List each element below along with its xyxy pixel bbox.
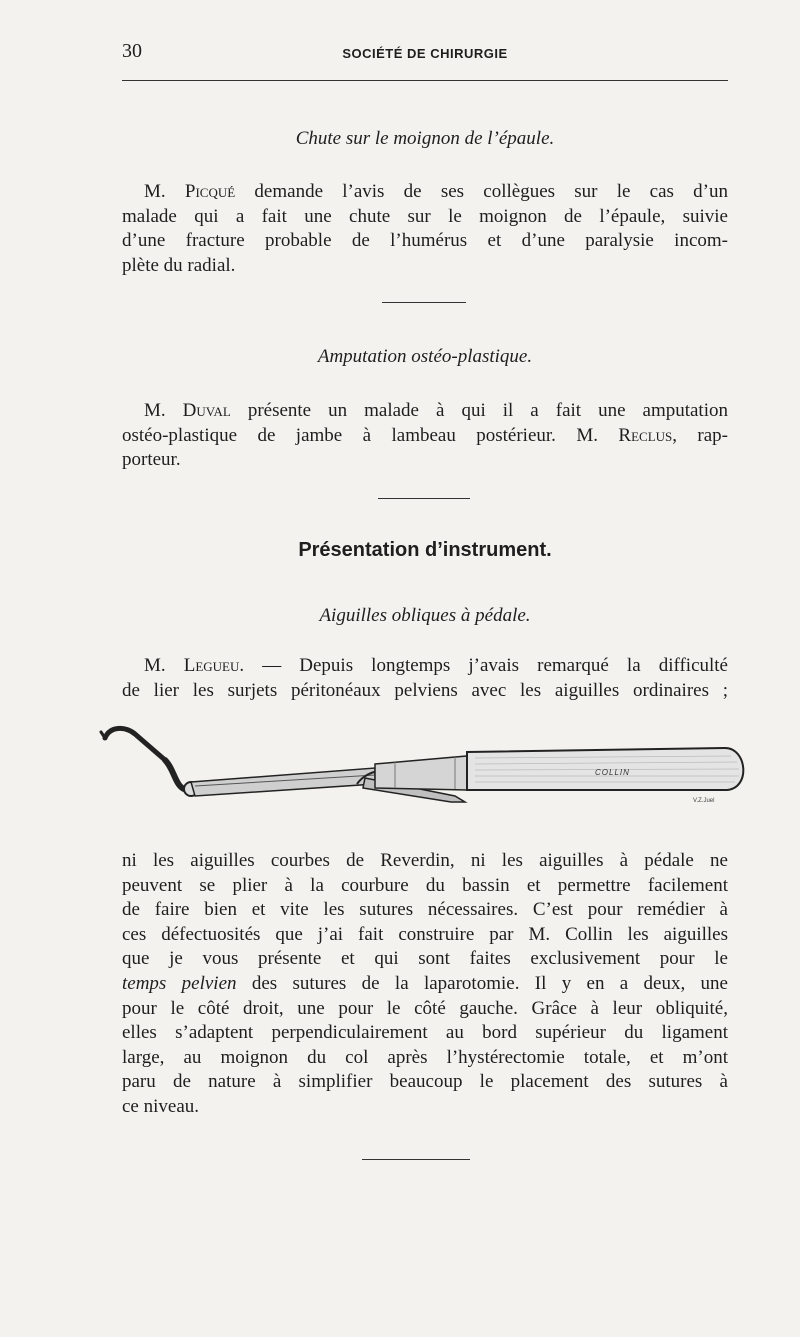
text-line: ce niveau. [122, 1095, 200, 1117]
engraver-mark: V.Z.Juel [693, 798, 715, 804]
text-line: ni les aiguilles courbes de Reverdin, ni les aiguilles à pédale ne [122, 850, 728, 871]
paragraph-picque [122, 180, 728, 278]
text-line: pour le côté droit, une pour le côté gauche. Grâce à leur obliquité, [122, 997, 728, 1019]
section-divider [378, 498, 470, 499]
author-name: Reclus [618, 424, 673, 446]
page-header [122, 40, 728, 70]
section-divider [362, 1159, 470, 1160]
paragraph-duval [122, 399, 728, 473]
text-line: ostéo-plastique de jambe à lambeau postérieur. M. Reclus, rap- [122, 424, 729, 446]
needle-illustration [95, 718, 755, 818]
header-rule [122, 80, 728, 81]
text-line: M. Picqué demande l’avis de ses collègues sur le cas d’un [144, 181, 728, 202]
text-line: M. Duval présente un malade à qui il a fait une amputation [144, 400, 728, 421]
text-line: de lier les surjets péritonéaux pelviens avec les aiguilles ordinaires ; [122, 679, 728, 701]
section-title-chute: Chute sur le moignon de l’épaule. [295, 128, 555, 149]
author-name: Picqué [184, 181, 236, 202]
section-subtitle-aiguilles: Aiguilles obliques à pédale. [319, 605, 531, 626]
text-line: de faire bien et vite les sutures nécessaires. C’est pour remédier à [122, 899, 728, 921]
paragraph-legueu-body [122, 849, 728, 1120]
text-line: malade qui a fait une chute sur le moignon de l’épaule, suivie [122, 205, 728, 227]
text-line: plète du radial. [122, 254, 236, 276]
section-divider [382, 302, 466, 303]
handle-label: COLLIN [595, 768, 630, 777]
text-line: ces défectuosités que j’ai fait construire par M. Collin les aiguilles [122, 923, 728, 945]
author-name: Legueu [183, 655, 240, 676]
emphasis-text: temps pelvien [122, 972, 237, 994]
text-line: elles s’adaptent perpendiculairement au bord supérieur du ligament [122, 1022, 728, 1044]
text-line: peuvent se plier à la courbure du bassin et permettre facilement [122, 874, 728, 896]
text-line: que je vous présente et qui sont faites exclusivement pour le [122, 948, 728, 970]
text-line: large, au moignon du col après l’hystérectomie totale, et m’ont [122, 1046, 728, 1068]
text-line: paru de nature à simplifier beaucoup le placement des sutures à [122, 1071, 728, 1093]
paragraph-legueu-intro [122, 654, 728, 703]
needle-instrument-figure [95, 718, 755, 818]
text-line: porteur. [122, 449, 181, 471]
text-line: M. Legueu. — Depuis longtemps j’avais remarqué la difficulté [144, 655, 728, 676]
text-line: temps pelvien des sutures de la laparotomie. Il y en a deux, une [122, 972, 728, 994]
section-title-amputation: Amputation ostéo-plastique. [317, 346, 533, 367]
section-heading-presentation: Présentation d’instrument. [298, 539, 552, 561]
page-number: 30 [122, 40, 142, 62]
running-title: SOCIÉTÉ DE CHIRURGIE [342, 46, 508, 61]
text-line: d’une fracture probable de l’humérus et d’une paralysie incom- [122, 230, 728, 252]
author-name: Duval [182, 400, 231, 421]
